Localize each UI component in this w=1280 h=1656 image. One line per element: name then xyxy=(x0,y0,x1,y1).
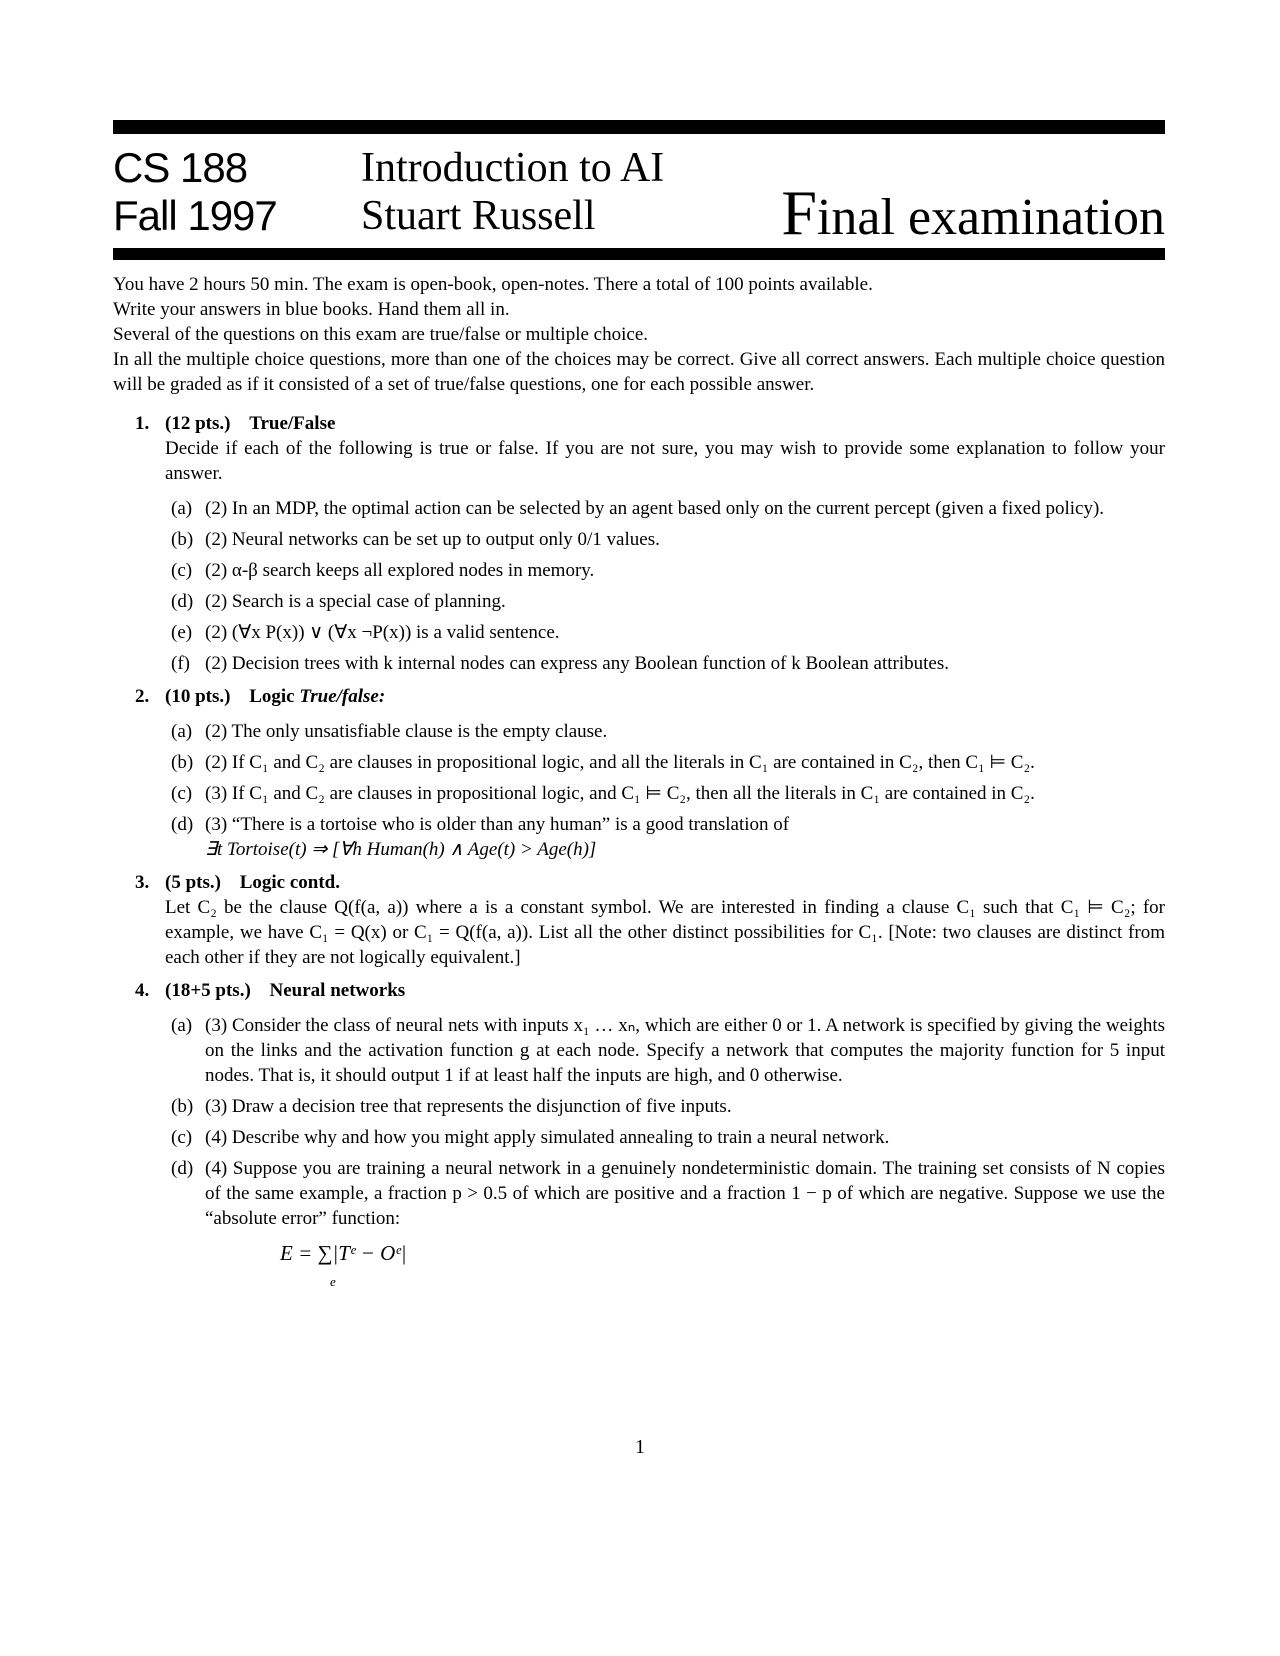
course-title: Introduction to AI xyxy=(361,145,665,191)
question-item xyxy=(165,651,1165,676)
question-1 xyxy=(135,411,1165,676)
logic-formula: ∃t Tortoise(t) ⇒ [∀h Human(h) ∧ Age(t) > Age(h)] xyxy=(205,839,597,860)
question-item xyxy=(165,620,1165,645)
item-text: (3) Draw a decision tree that represents the disjunction of five inputs. xyxy=(205,1096,732,1117)
question-heading xyxy=(135,978,1165,1003)
item-label: (a) xyxy=(171,1015,193,1036)
item-label: (d) xyxy=(171,1158,194,1179)
item-label: (b) xyxy=(171,529,194,550)
question-3 xyxy=(135,870,1165,970)
header-rule-top xyxy=(113,120,1165,134)
instructions xyxy=(113,272,1165,397)
question-items xyxy=(165,496,1165,676)
question-items xyxy=(165,1013,1165,1231)
course-code: CS 188 xyxy=(113,144,248,191)
question-points: (12 pts.) xyxy=(165,413,231,434)
item-label: (b) xyxy=(171,752,194,773)
item-label: (c) xyxy=(171,560,193,581)
question-item xyxy=(165,812,1165,862)
question-title-italic: True/false: xyxy=(299,686,386,707)
instruction-line: In all the multiple choice questions, more than one of the choices may be correct. Give all correct answers. Each multiple choice question will be graded as if it consisted of a set of true/false questions, one for each possible answer. xyxy=(113,349,1165,395)
question-item xyxy=(165,558,1165,583)
item-label: (f) xyxy=(171,653,190,674)
item-text: (2) Search is a special case of planning. xyxy=(205,591,506,612)
item-text: (2) α-β search keeps all explored nodes in memory. xyxy=(205,560,595,581)
item-label: (c) xyxy=(171,1127,193,1148)
item-label: (d) xyxy=(171,591,194,612)
exam-title-initial: F xyxy=(781,177,817,248)
question-heading xyxy=(135,870,1165,895)
item-label: (d) xyxy=(171,814,194,835)
question-title: Logic xyxy=(249,686,295,707)
question-item xyxy=(165,750,1165,775)
question-item xyxy=(165,781,1165,806)
question-item xyxy=(165,1094,1165,1119)
instruction-line: Several of the questions on this exam are true/false or multiple choice. xyxy=(113,324,648,345)
question-number: 4. xyxy=(135,980,150,1001)
question-heading xyxy=(135,411,1165,436)
item-text: (2) Neural networks can be set up to output only 0/1 values. xyxy=(205,529,660,550)
exam-title xyxy=(781,177,1165,248)
instructor-name: Stuart Russell xyxy=(361,193,596,239)
question-points: (10 pts.) xyxy=(165,686,231,707)
exam-page xyxy=(113,120,1165,1301)
item-label: (e) xyxy=(171,622,193,643)
instruction-line: Write your answers in blue books. Hand them all in. xyxy=(113,299,510,320)
item-text: (4) Suppose you are training a neural network in a genuinely nondeterministic domain. The training set consists of N copies of the same example, a fraction p > 0.5 of which are positive and a fraction 1 − p of which are negative. Suppose we use the “absolute error” function: xyxy=(205,1158,1165,1229)
question-items xyxy=(165,719,1165,862)
question-points: (5 pts.) xyxy=(165,872,221,893)
item-text: (2) Decision trees with k internal nodes can express any Boolean function of k Boolean attributes. xyxy=(205,653,949,674)
item-text: (2) If C₁ and C₂ are clauses in propositional logic, and all the literals in C₁ are contained in C₂, then C₁ ⊨ C₂. xyxy=(205,752,1035,773)
question-title: Neural networks xyxy=(269,980,406,1001)
page-number: 1 xyxy=(635,1436,645,1458)
question-item xyxy=(165,1013,1165,1088)
course-info xyxy=(361,144,664,240)
question-number: 2. xyxy=(135,686,150,707)
question-number: 3. xyxy=(135,872,150,893)
header-rule-bottom xyxy=(113,248,1165,260)
item-label: (b) xyxy=(171,1096,194,1117)
item-text: (2) In an MDP, the optimal action can be selected by an agent based only on the current percept (given a fixed policy). xyxy=(205,498,1105,519)
question-item xyxy=(165,527,1165,552)
item-label: (a) xyxy=(171,721,193,742)
question-item xyxy=(165,719,1165,744)
item-text: (3) “There is a tortoise who is older than any human” is a good translation of xyxy=(205,814,790,835)
item-text: (4) Describe why and how you might apply simulated annealing to train a neural network. xyxy=(205,1127,890,1148)
question-4 xyxy=(135,978,1165,1293)
question-heading xyxy=(135,684,1165,709)
question-number: 1. xyxy=(135,413,150,434)
question-2 xyxy=(135,684,1165,862)
question-title: True/False xyxy=(249,413,336,434)
question-description: Decide if each of the following is true or false. If you are not sure, you may wish to provide some explanation to follow your answer. xyxy=(165,438,1165,484)
equation-body: E = ∑|Tᵉ − Oᵉ| xyxy=(280,1241,407,1265)
item-text: (3) If C₁ and C₂ are clauses in propositional logic, and C₁ ⊨ C₂, then all the literals in C₁ are contained in C₂. xyxy=(205,783,1035,804)
item-text: (3) Consider the class of neural nets with inputs x₁ … xₙ, which are either 0 or 1. A network is specified by giving the weights on the links and the activation function g at each node. Specify a network that computes the majority function for 5 input nodes. That is, it should output 1 if at least half the inputs are high, and 0 otherwise. xyxy=(205,1015,1165,1086)
question-item xyxy=(165,1125,1165,1150)
question-points: (18+5 pts.) xyxy=(165,980,251,1001)
question-item xyxy=(165,1156,1165,1231)
question-description: Let C₂ be the clause Q(f(a, a)) where a is a constant symbol. We are interested in finding a clause C₁ such that C₁ ⊨ C₂; for example, we have C₁ = Q(x) or C₁ = Q(f(a, a)). List all the other distinct possibilities for C₁. [Note: two clauses are distinct from each other if they are not logically equivalent.] xyxy=(165,897,1165,968)
exam-title-rest: inal examination xyxy=(816,189,1165,246)
question-item xyxy=(165,496,1165,521)
question-title: Logic contd. xyxy=(239,872,340,893)
question-item xyxy=(165,589,1165,614)
equation-subscript: e xyxy=(330,1274,336,1289)
course-term: Fall 1997 xyxy=(113,192,277,239)
item-text: (2) (∀x P(x)) ∨ (∀x ¬P(x)) is a valid sentence. xyxy=(205,622,560,643)
course-block xyxy=(113,144,277,240)
exam-header xyxy=(113,144,1165,248)
instruction-line: You have 2 hours 50 min. The exam is open-book, open-notes. There a total of 100 points available. xyxy=(113,274,873,295)
item-label: (a) xyxy=(171,498,193,519)
item-label: (c) xyxy=(171,783,193,804)
item-text: (2) The only unsatisfiable clause is the empty clause. xyxy=(205,721,608,742)
error-equation xyxy=(280,1241,1165,1293)
